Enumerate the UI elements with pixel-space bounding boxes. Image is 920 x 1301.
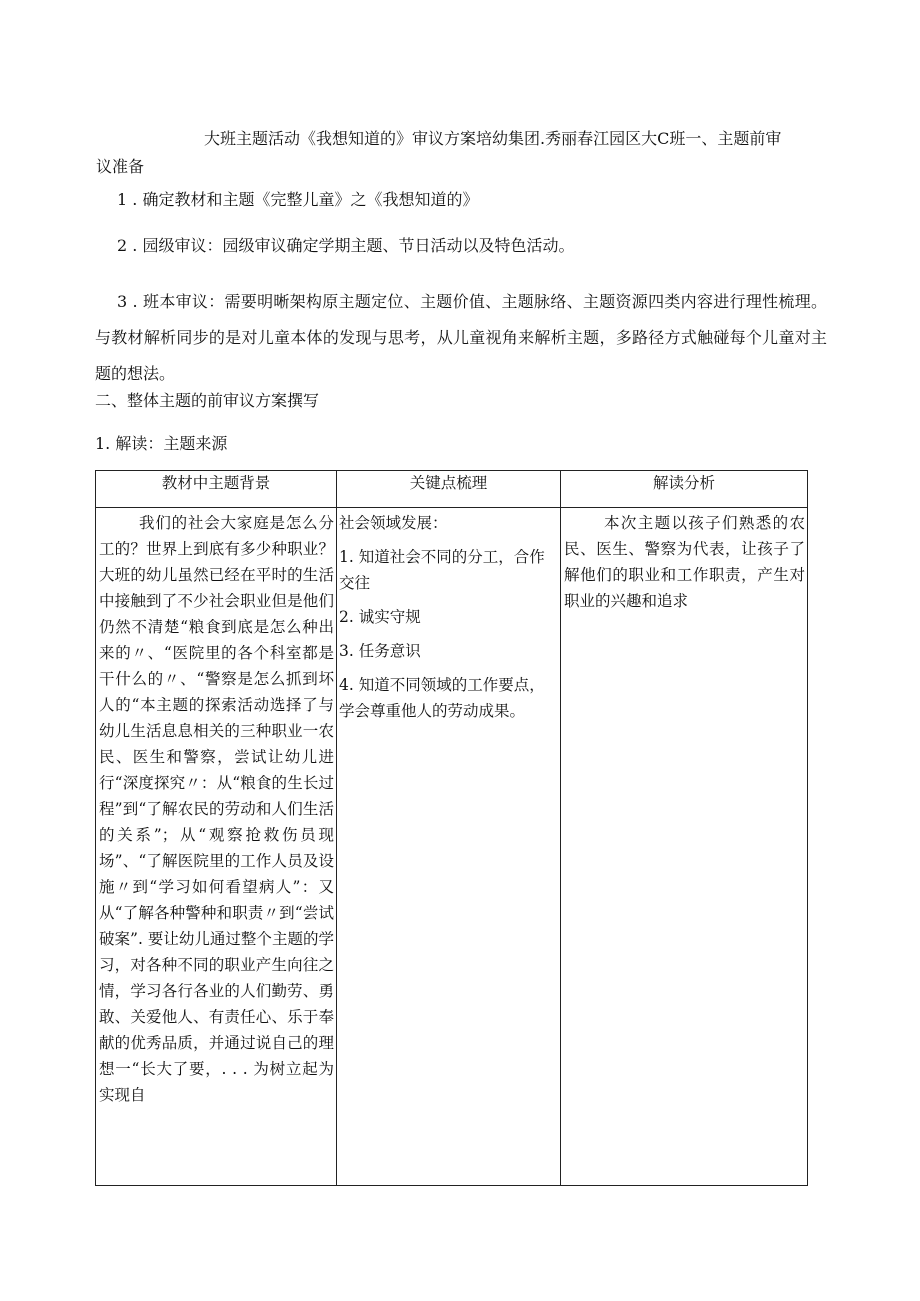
theme-source-table	[95, 470, 808, 1186]
item-3: 3 . 班本审议：需要明晰架构原主题定位、主题价值、主题脉络、主题资源四类内容进行理性梳理。与教材解析同步的是对儿童本体的发现与思考，从儿童视角来解析主题，多路径方式触碰每个儿童对主题的想法。	[95, 292, 827, 383]
subsection-1-heading: 1. 解读：主题来源	[95, 434, 228, 453]
item-1: 1 . 确定教材和主题《完整儿童》之《我想知道的》	[117, 190, 479, 209]
key-point-2: 2. 诚实守规	[339, 608, 421, 626]
header-key-points: 关键点梳理	[337, 471, 561, 508]
cell-background	[96, 508, 337, 1186]
item-2: 2 . 园级审议：园级审议确定学期主题、节日活动以及特色活动。	[117, 236, 575, 255]
document-title-line1: 大班主题活动《我想知道的》审议方案培幼集团.秀丽春江园区大C班一、主题前审	[204, 129, 782, 148]
cell-analysis	[561, 508, 808, 1186]
table-header-row	[96, 471, 808, 508]
table-row	[96, 508, 808, 1186]
background-text: 我们的社会大家庭是怎么分工的？世界上到底有多少种职业？大班的幼儿虽然已经在平时的生活中接触到了不少社会职业但是他们仍然不清楚“粮食到底是怎么种出来的〃、“医院里的各个科室都是干什么的〃、“警察是怎么抓到坏人的“本主题的探索活动选择了与幼儿生活息息相关的三种职业一农民、医生和警察，尝试让幼儿进行“深度探究〃：从“粮食的生长过程”到“了解农民的劳动和人们生活的关系”；从“观察抢救伤员现场”、“了解医院里的工作人员及设施〃到“学习如何看望病人”：又从“了解各种警种和职责〃到“尝试破案”. 要让幼儿通过整个主题的学习，对各种不同的职业产生向往之情，学习各行各业的人们勤劳、勇敢、关爱他人、有责任心、乐于奉献的优秀品质，并通过说自己的理想一“长大了要，. . . 为树立起为实现自	[99, 514, 334, 1104]
section-2-heading: 二、整体主题的前审议方案撰写	[95, 391, 320, 410]
cell-key-points	[337, 508, 561, 1186]
key-point-4: 4. 知道不同领域的工作要点，学会尊重他人的劳动成果。	[339, 676, 545, 720]
header-analysis: 解读分析	[561, 471, 808, 508]
key-points-heading: 社会领域发展：	[339, 514, 448, 532]
header-background: 教材中主题背景	[96, 471, 337, 508]
key-point-3: 3. 任务意识	[339, 642, 421, 660]
document-title-line2: 议准备	[96, 157, 145, 176]
key-point-1: 1. 知道社会不同的分工，合作交往	[339, 548, 545, 592]
analysis-text: 本次主题以孩子们熟悉的农民、医生、警察为代表，让孩子了解他们的职业和工作职责，产生对职业的兴趣和追求	[564, 514, 805, 610]
